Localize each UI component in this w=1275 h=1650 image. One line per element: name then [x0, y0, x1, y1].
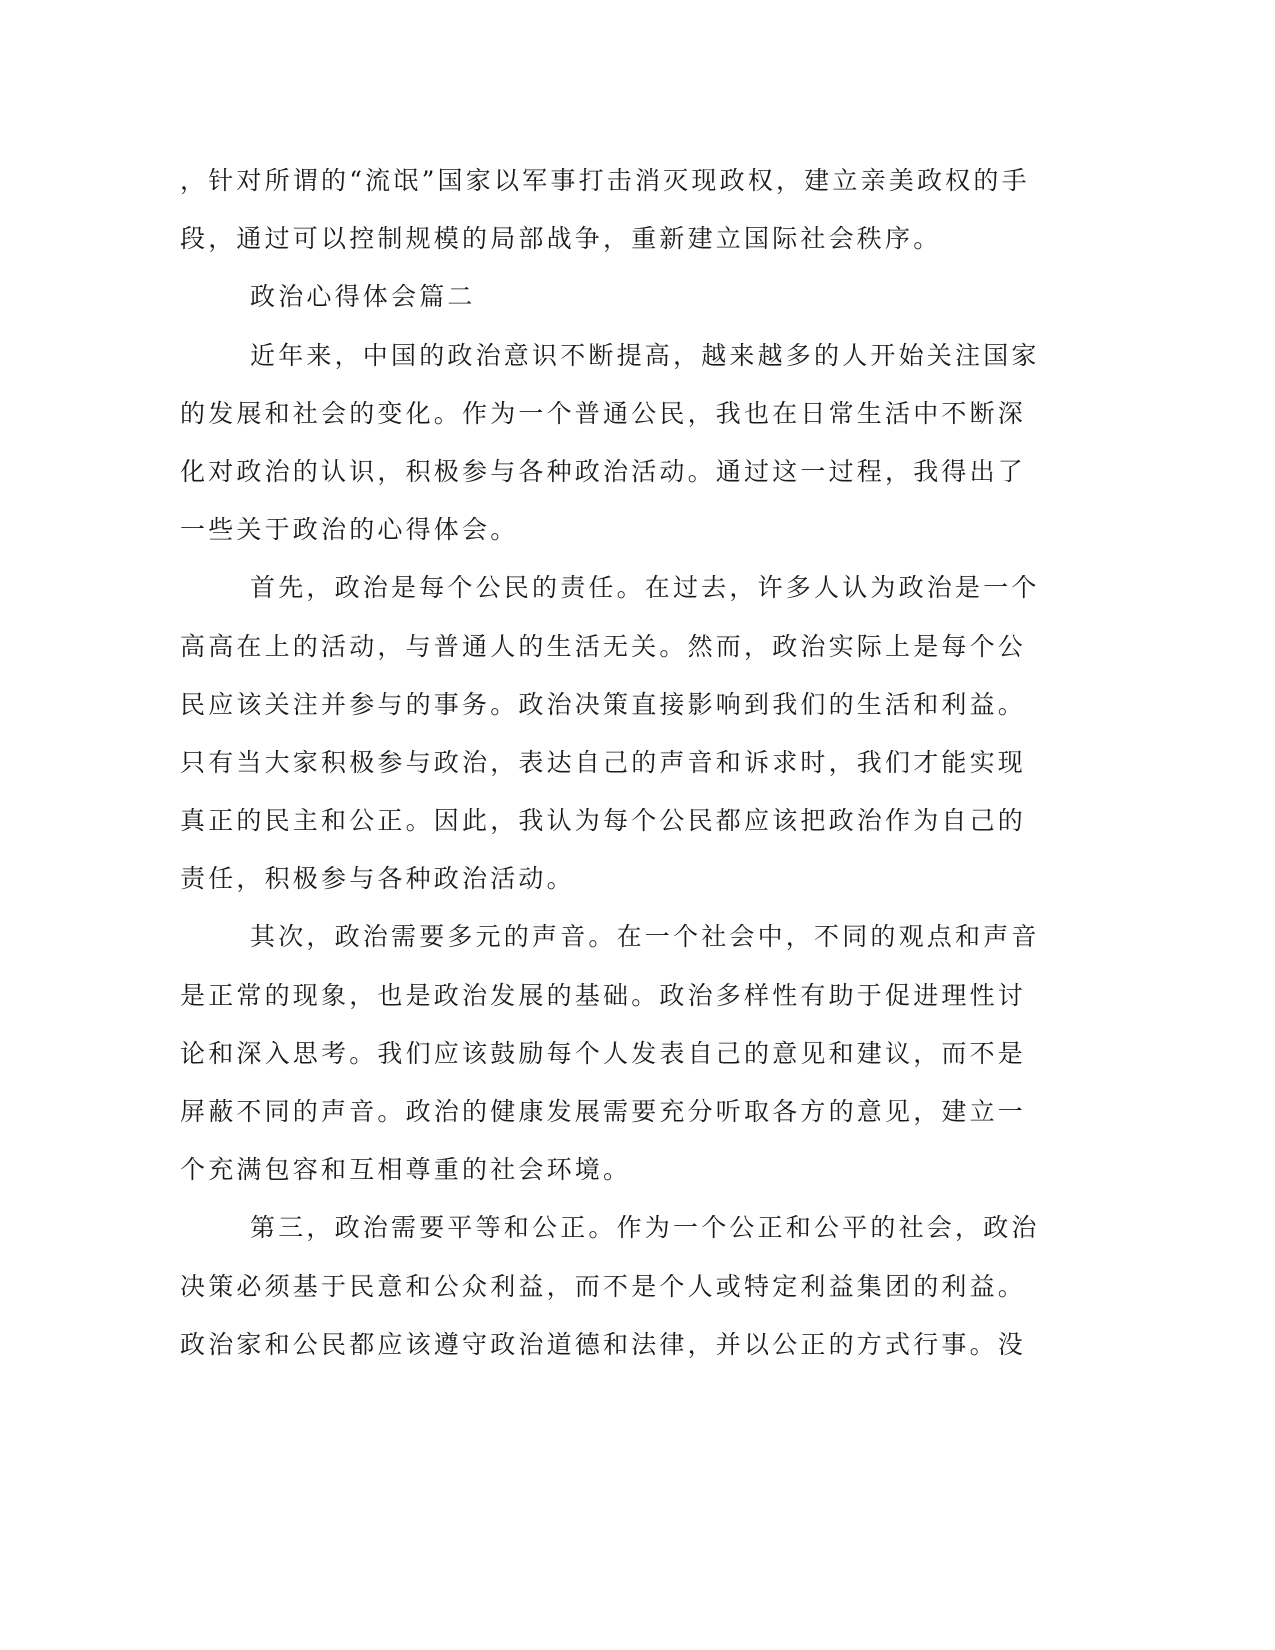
text-line: 化对政治的认识，积极参与各种政治活动。通过这一过程，我得出了 [180, 456, 1027, 486]
text-line: 论和深入思考。我们应该鼓励每个人发表自己的意见和建议，而不是 [180, 1038, 1027, 1068]
text-line: ，针对所谓的“流氓”国家以军事打击消灭现政权，建立亲美政权的手 [180, 166, 1030, 195]
text-line: 高高在上的活动，与普通人的生活无关。然而，政治实际上是每个公 [180, 631, 1027, 661]
text-line: 决策必须基于民意和公众利益，而不是个人或特定利益集团的利益。 [180, 1271, 1027, 1301]
text-line: 屏蔽不同的声音。政治的健康发展需要充分听取各方的意见，建立一 [180, 1097, 1027, 1126]
text-line: 责任，积极参与各种政治活动。 [180, 864, 575, 894]
text-line: 的发展和社会的变化。作为一个普通公民，我也在日常生活中不断深 [180, 398, 1027, 428]
text-line: 近年来，中国的政治意识不断提高，越来越多的人开始关注国家 [250, 340, 1040, 370]
text-line: 一些关于政治的心得体会。 [180, 515, 519, 545]
text-line: 个充满包容和互相尊重的社会环境。 [180, 1155, 632, 1185]
document-body [180, 152, 1040, 1374]
text-line: 第三，政治需要平等和公正。作为一个公正和公平的社会，政治 [250, 1213, 1040, 1243]
text-line: 是正常的现象，也是政治发展的基础。政治多样性有助于促进理性讨 [180, 980, 1027, 1010]
text-line: 其次，政治需要多元的声音。在一个社会中，不同的观点和声音 [250, 922, 1040, 952]
text-line: 政治家和公民都应该遵守政治道德和法律，并以公正的方式行事。没 [180, 1329, 1027, 1359]
text-line: 只有当大家积极参与政治，表达自己的声音和诉求时，我们才能实现 [180, 747, 1027, 777]
text-line: 真正的民主和公正。因此，我认为每个公民都应该把政治作为自己的 [180, 806, 1027, 836]
text-line: 民应该关注并参与的事务。政治决策直接影响到我们的生活和利益。 [180, 689, 1027, 719]
text-line: 段，通过可以控制规模的局部战争，重新建立国际社会秩序。 [180, 224, 942, 254]
section-heading: 政治心得体会篇二 [250, 282, 476, 312]
text-line: 首先，政治是每个公民的责任。在过去，许多人认为政治是一个 [250, 573, 1040, 603]
